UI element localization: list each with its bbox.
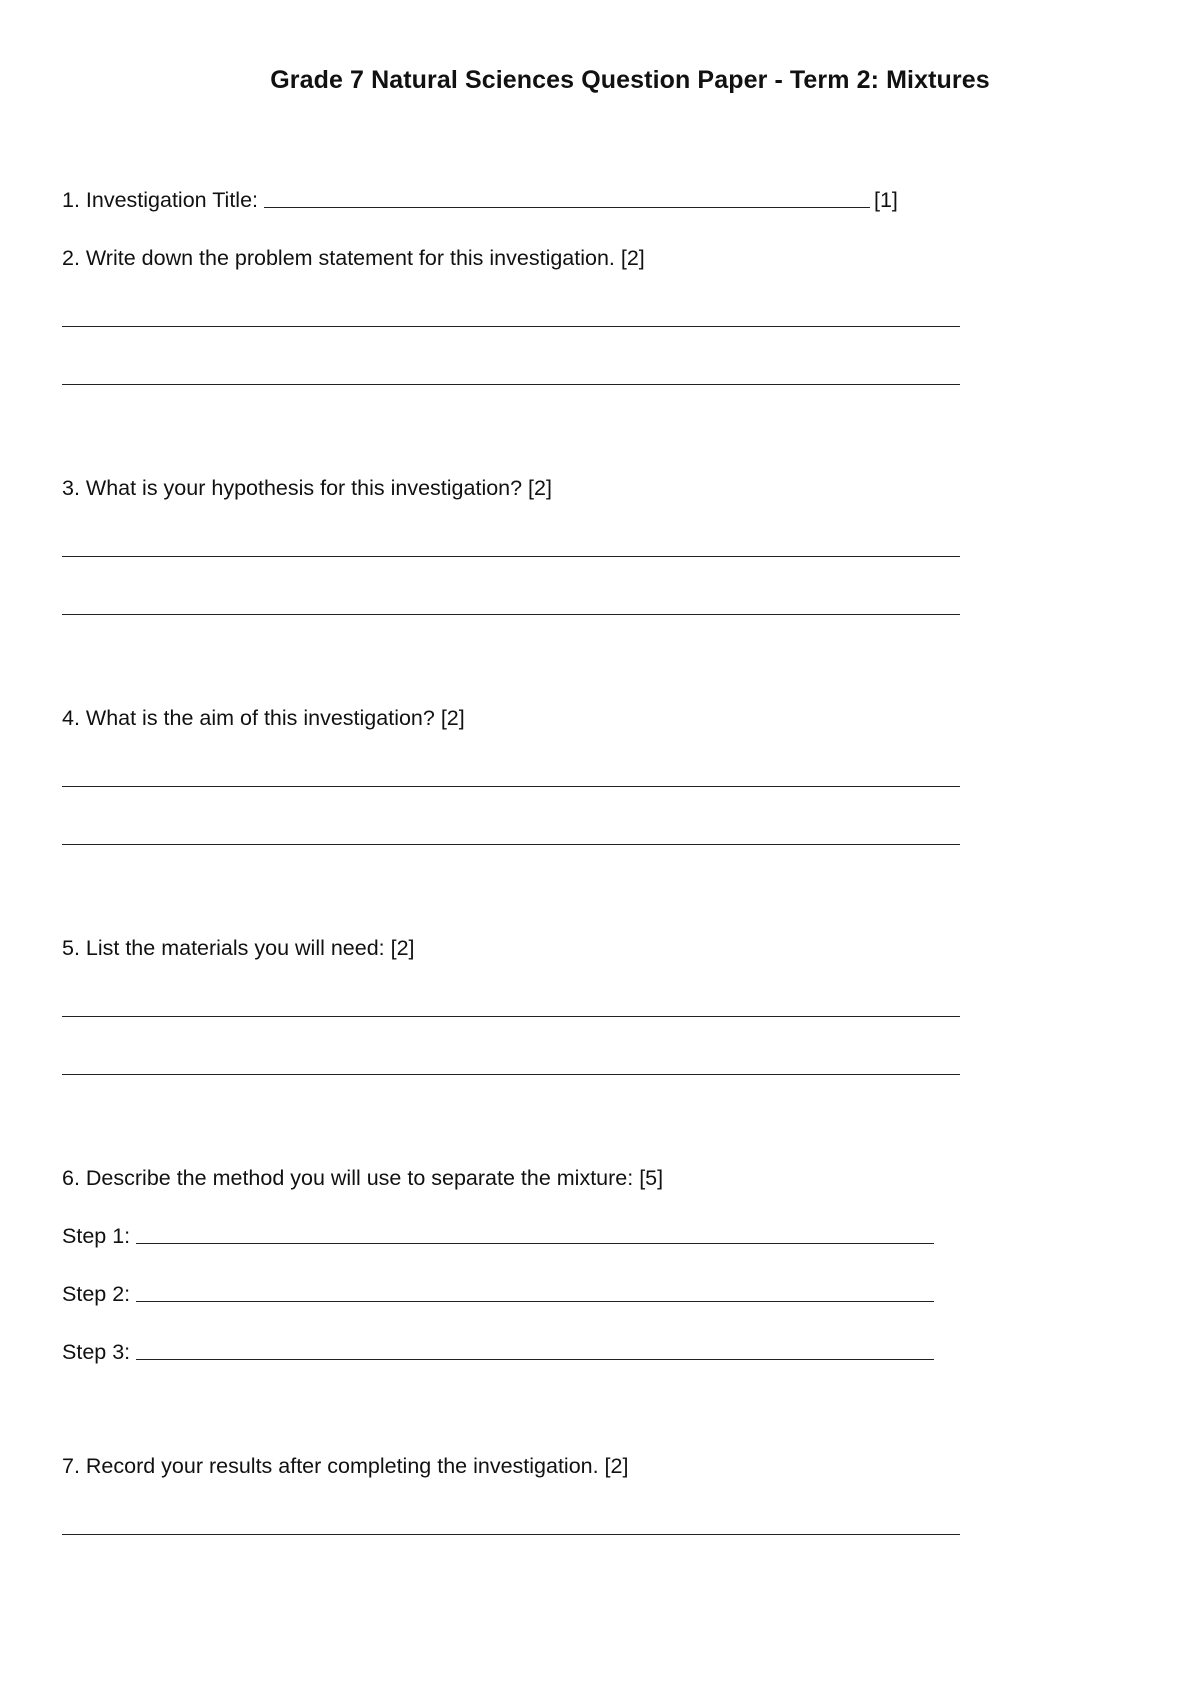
question-3: 3. What is your hypothesis for this investigation? [2]	[62, 476, 552, 500]
answer-line[interactable]	[62, 326, 960, 327]
step-2-blank[interactable]	[136, 1300, 934, 1302]
step-2	[62, 1282, 938, 1307]
step-3-label: Step 3:	[62, 1340, 131, 1364]
step-1	[62, 1224, 938, 1249]
answer-line[interactable]	[62, 1016, 960, 1017]
step-1-label: Step 1:	[62, 1224, 131, 1248]
answer-line[interactable]	[62, 1534, 960, 1535]
step-3-blank[interactable]	[136, 1358, 934, 1360]
step-3	[62, 1340, 938, 1365]
answer-line[interactable]	[62, 1074, 960, 1075]
question-5: 5. List the materials you will need: [2]	[62, 936, 415, 960]
answer-line[interactable]	[62, 614, 960, 615]
question-1	[62, 188, 898, 213]
question-2: 2. Write down the problem statement for this investigation. [2]	[62, 246, 645, 270]
answer-line[interactable]	[62, 786, 960, 787]
page-title: Grade 7 Natural Sciences Question Paper - Term 2: Mixtures	[270, 66, 990, 94]
step-2-label: Step 2:	[62, 1282, 131, 1306]
answer-line[interactable]	[62, 844, 960, 845]
question-1-marks: [1]	[874, 188, 898, 212]
question-4: 4. What is the aim of this investigation? [2]	[62, 706, 465, 730]
answer-line[interactable]	[62, 556, 960, 557]
investigation-title-blank[interactable]	[264, 206, 870, 208]
answer-line[interactable]	[62, 384, 960, 385]
step-1-blank[interactable]	[136, 1242, 934, 1244]
question-1-label: 1. Investigation Title:	[62, 188, 258, 212]
question-6: 6. Describe the method you will use to separate the mixture: [5]	[62, 1166, 664, 1190]
question-7: 7. Record your results after completing the investigation. [2]	[62, 1454, 629, 1478]
